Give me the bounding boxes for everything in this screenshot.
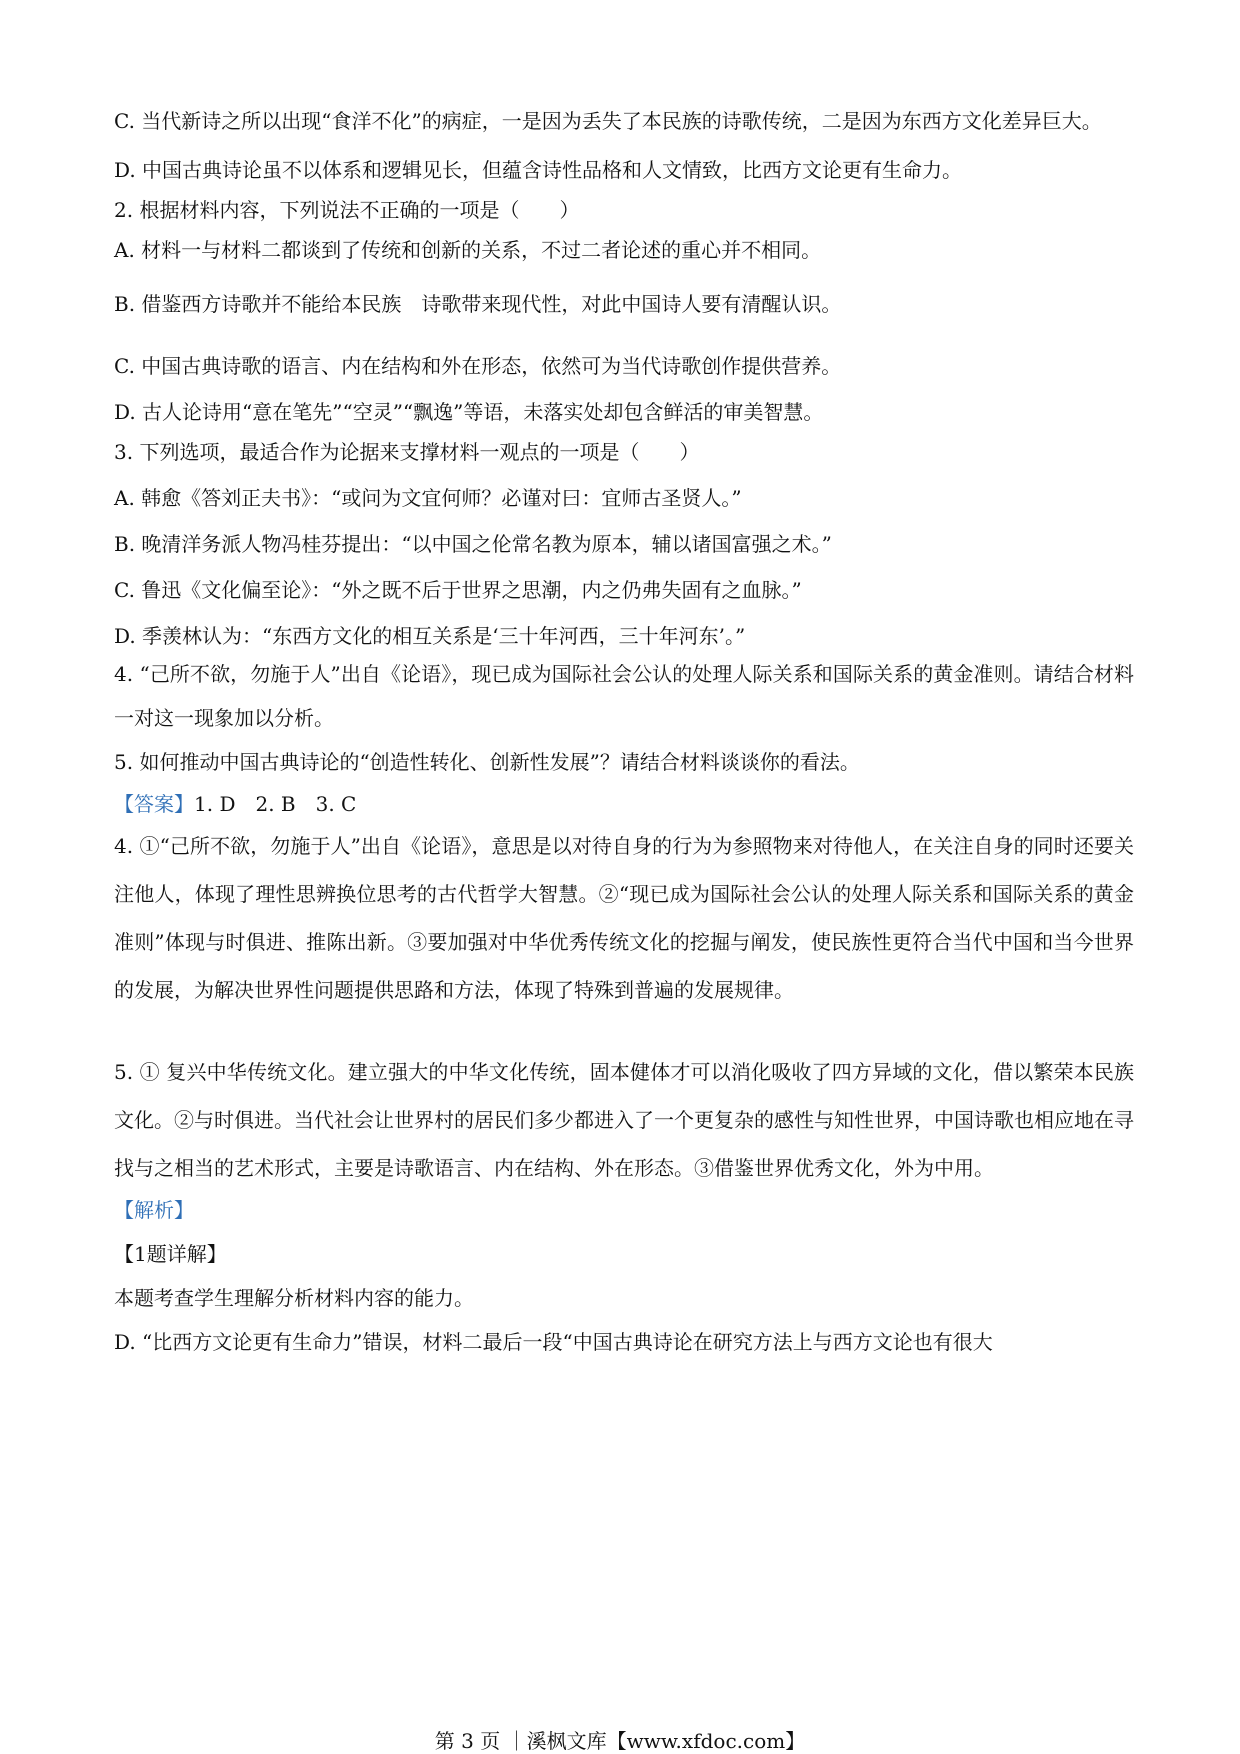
q3-option-b: B. 晚清洋务派人物冯桂芬提出：“以中国之伦常名教为原本，辅以诸国富强之术。” (114, 532, 832, 556)
question-3: 3. 下列选项，最适合作为论据来支撑材料一观点的一项是（ ） (114, 440, 700, 464)
analysis-tag: 【解析】 (114, 1198, 194, 1222)
q2-option-c: C. 中国古典诗歌的语言、内在结构和外在形态，依然可为当代诗歌创作提供营养。 (114, 354, 842, 378)
q1-option-c: C. 当代新诗之所以出现“食洋不化”的病症，一是因为丢失了本民族的诗歌传统，二是因为东西方文化差异巨大。 (114, 109, 1102, 133)
q2-option-d: D. 古人论诗用“意在笔先”“空灵”“飘逸”等语，未落实处却包含鲜活的审美智慧。 (114, 400, 824, 424)
q3-option-c: C. 鲁迅《文化偏至论》：“外之既不后于世界之思潮，内之仍弗失固有之血脉。” (114, 578, 802, 602)
question-5: 5. 如何推动中国古典诗论的“创造性转化、创新性发展”？请结合材料谈谈你的看法。 (114, 750, 860, 774)
detail-1-option-d: D. “比西方文论更有生命力”错误，材料二最后一段“中国古典诗论在研究方法上与西方文论也有很大 (114, 1330, 993, 1354)
answer-5-explanation: 5. ① 复兴中华传统文化。建立强大的中华文化传统，固本健体才可以消化吸收了四方异域的文化，借以繁荣本民族文化。②与时俱进。当代社会让世界村的居民们多少都进入了一个更复杂的感性与知性世界，中国诗歌也相应地在寻找与之相当的艺术形式，主要是诗歌语言、内在结构、外在形态。③借鉴世界优秀文化，外为中用。 (114, 1060, 1134, 1180)
q2-option-b: B. 借鉴西方诗歌并不能给本民族 诗歌带来现代性，对此中国诗人要有清醒认识。 (114, 292, 842, 316)
answer-text: 1. D 2. B 3. C (194, 792, 357, 816)
answer-tag: 【答案】 (114, 792, 194, 816)
page-footer: 第 3 页 ｜溪枫文库【www.xfdoc.com】 (434, 1729, 806, 1753)
document-body (114, 100, 1134, 1357)
answer-line (114, 789, 1134, 819)
q2-option-a: A. 材料一与材料二都谈到了传统和创新的关系，不过二者论述的重心并不相同。 (114, 238, 822, 262)
question-2: 2. 根据材料内容，下列说法不正确的一项是（ ） (114, 198, 580, 222)
q3-option-d: D. 季羡林认为：“东西方文化的相互关系是‘三十年河西，三十年河东’。” (114, 624, 746, 648)
detail-1-heading: 【1题详解】 (114, 1242, 227, 1266)
question-4: 4. “己所不欲，勿施于人”出自《论语》，现已成为国际社会公认的处理人际关系和国际关系的黄金准则。请结合材料一对这一现象加以分析。 (114, 662, 1134, 730)
q3-option-a: A. 韩愈《答刘正夫书》：“或问为文宜何师？必谨对曰：宜师古圣贤人。” (114, 486, 742, 510)
q1-option-d: D. 中国古典诗论虽不以体系和逻辑见长，但蕴含诗性品格和人文情致，比西方文论更有生命力。 (114, 158, 963, 182)
answer-4-explanation: 4. ①“己所不欲，勿施于人”出自《论语》，意思是以对待自身的行为为参照物来对待他人，在关注自身的同时还要关注他人，体现了理性思辨换位思考的古代哲学大智慧。②“现已成为国际社会公认的处理人际关系和国际关系的黄金准则”体现与时俱进、推陈出新。③要加强对中华优秀传统文化的挖掘与阐发，使民族性更符合当代中国和当今世界的发展，为解决世界性问题提供思路和方法，体现了特殊到普遍的发展规律。 (114, 834, 1134, 1002)
detail-1-intro: 本题考查学生理解分析材料内容的能力。 (114, 1286, 474, 1310)
